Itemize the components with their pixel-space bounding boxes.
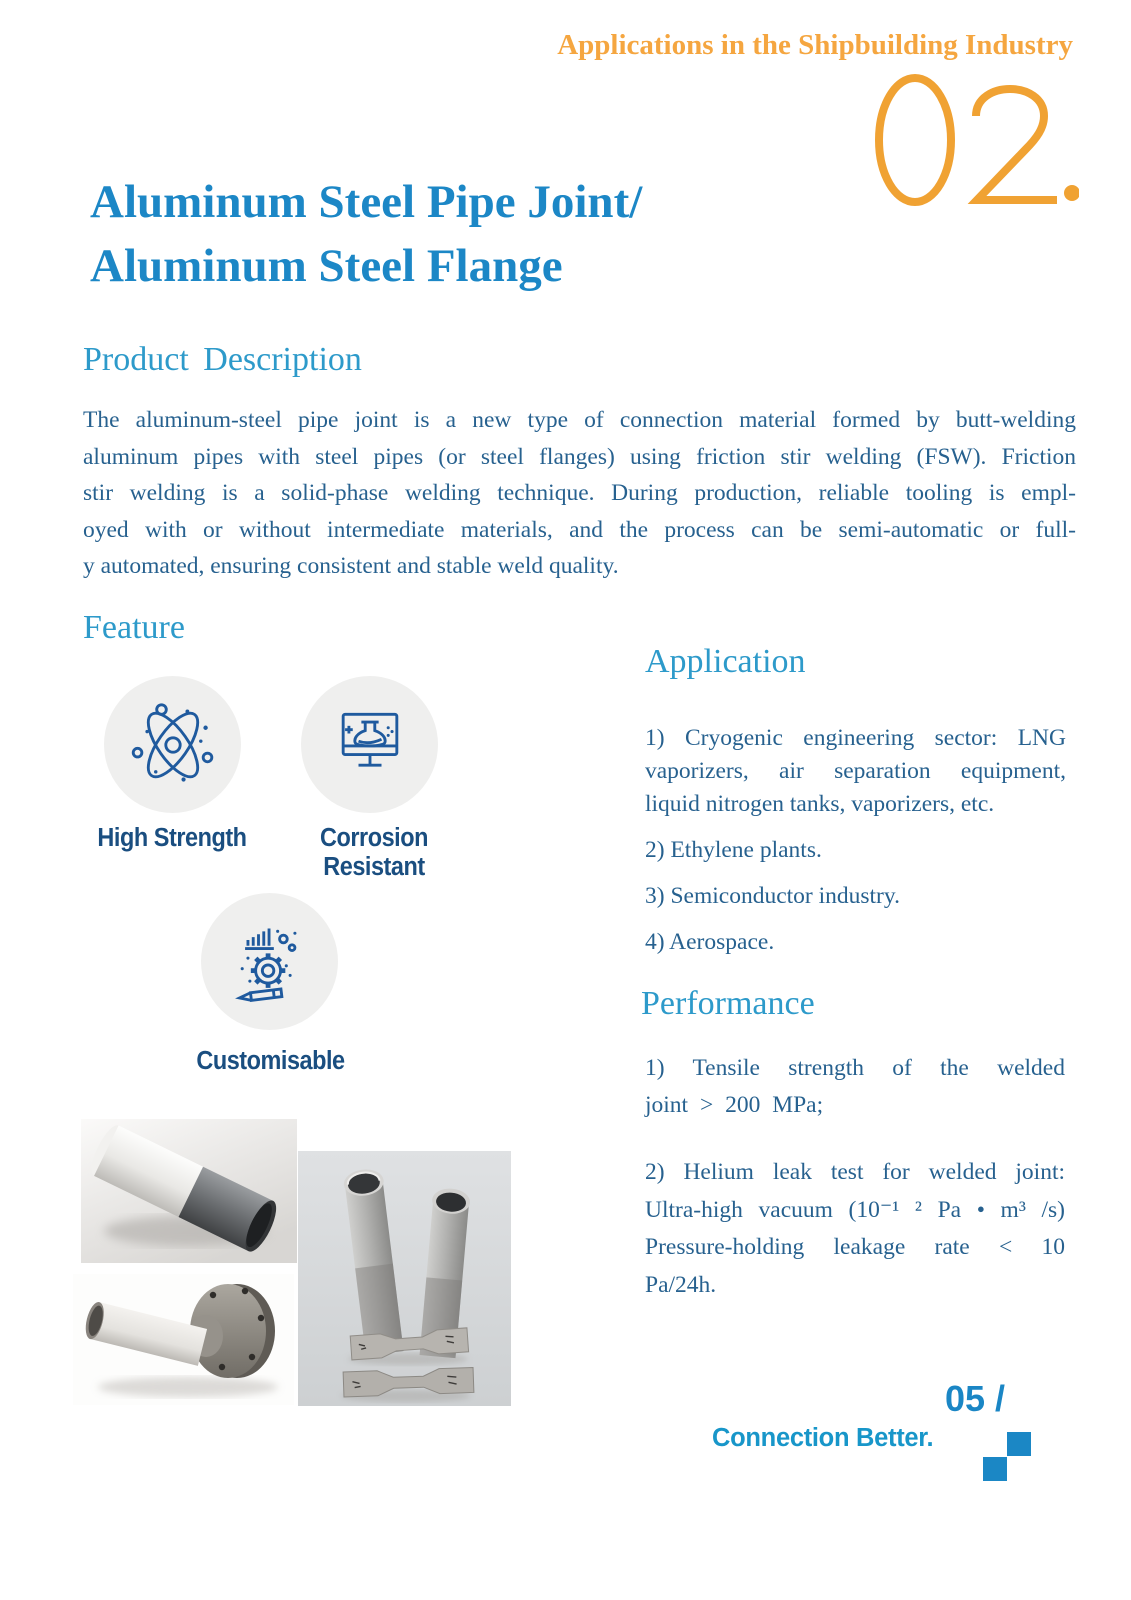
application-line: vaporizers, air separation equipment, bbox=[645, 758, 1066, 784]
application-line: liquid nitrogen tanks, vaporizers, etc. bbox=[645, 791, 995, 817]
welded-pipes-specimens-photo bbox=[298, 1151, 511, 1406]
flange-photo bbox=[73, 1274, 294, 1405]
header-tagline: Applications in the Shipbuilding Industry bbox=[557, 29, 1073, 61]
application-item-1 bbox=[645, 722, 1066, 821]
section-heading-feature: Feature bbox=[83, 609, 185, 646]
performance-line: 1) Tensile strength of the welded bbox=[645, 1055, 1065, 1081]
decor-square-lower bbox=[983, 1457, 1007, 1481]
application-line: 1) Cryogenic engineering sector: LNG bbox=[645, 725, 1066, 751]
performance-line: joint > 200 MPa; bbox=[645, 1092, 824, 1118]
performance-line: Pressure-holding leakage rate < 10 bbox=[645, 1234, 1065, 1260]
description-line: The aluminum-steel pipe joint is a new type of connection material formed by butt-welding bbox=[83, 407, 1076, 433]
description-line: y automated, ensuring consistent and stable weld quality. bbox=[83, 553, 619, 580]
feature-label-high-strength: High Strength bbox=[97, 824, 247, 852]
section-heading-product-description: Product Description bbox=[83, 341, 362, 378]
feature-label-corrosion-resistant: Corrosion Resistant bbox=[320, 824, 428, 881]
description-line: oyed with or without intermediate materials, and the process can be semi-automatic or full- bbox=[83, 516, 1076, 543]
monitor-flask-icon bbox=[324, 699, 416, 791]
feature-item-customisable bbox=[201, 893, 338, 1030]
pipe-joint-photo bbox=[81, 1119, 297, 1263]
gear-pencil-icon bbox=[224, 916, 316, 1008]
performance-line: Ultra-high vacuum (10⁻¹ ² Pa • m³ /s) bbox=[645, 1196, 1065, 1223]
performance-line: Pa/24h. bbox=[645, 1271, 717, 1298]
description-paragraph bbox=[83, 402, 1076, 585]
application-item-2: 2) Ethylene plants. bbox=[645, 837, 822, 863]
application-list bbox=[645, 722, 1066, 959]
page-title bbox=[90, 170, 642, 298]
page-title-line2: Aluminum Steel Flange bbox=[90, 240, 563, 292]
section-heading-performance: Performance bbox=[641, 985, 815, 1022]
feature-label-customisable: Customisable bbox=[196, 1047, 345, 1075]
performance-line: 2) Helium leak test for welded joint: bbox=[645, 1159, 1065, 1185]
description-line: aluminum pipes with steel pipes (or steel flanges) using friction stir welding (FSW). Friction bbox=[83, 443, 1076, 470]
decor-square-upper bbox=[1007, 1432, 1031, 1456]
section-heading-application: Application bbox=[645, 643, 806, 680]
description-line: stir welding is a solid-phase welding technique. During production, reliable tooling is empl- bbox=[83, 480, 1076, 507]
application-item-4: 4) Aerospace. bbox=[645, 929, 775, 955]
feature-item-corrosion-resistant bbox=[301, 676, 438, 813]
feature-item-high-strength bbox=[104, 676, 241, 813]
footer-tagline: Connection Better. bbox=[712, 1424, 934, 1452]
performance-item-1 bbox=[645, 1050, 1065, 1124]
atom-icon bbox=[127, 699, 219, 791]
page-number: 05 / bbox=[944, 1378, 1005, 1419]
performance-item-2 bbox=[645, 1154, 1065, 1304]
section-number-02 bbox=[873, 70, 1079, 210]
application-item-3: 3) Semiconductor industry. bbox=[645, 883, 900, 909]
page-title-line1: Aluminum Steel Pipe Joint/ bbox=[90, 176, 643, 228]
